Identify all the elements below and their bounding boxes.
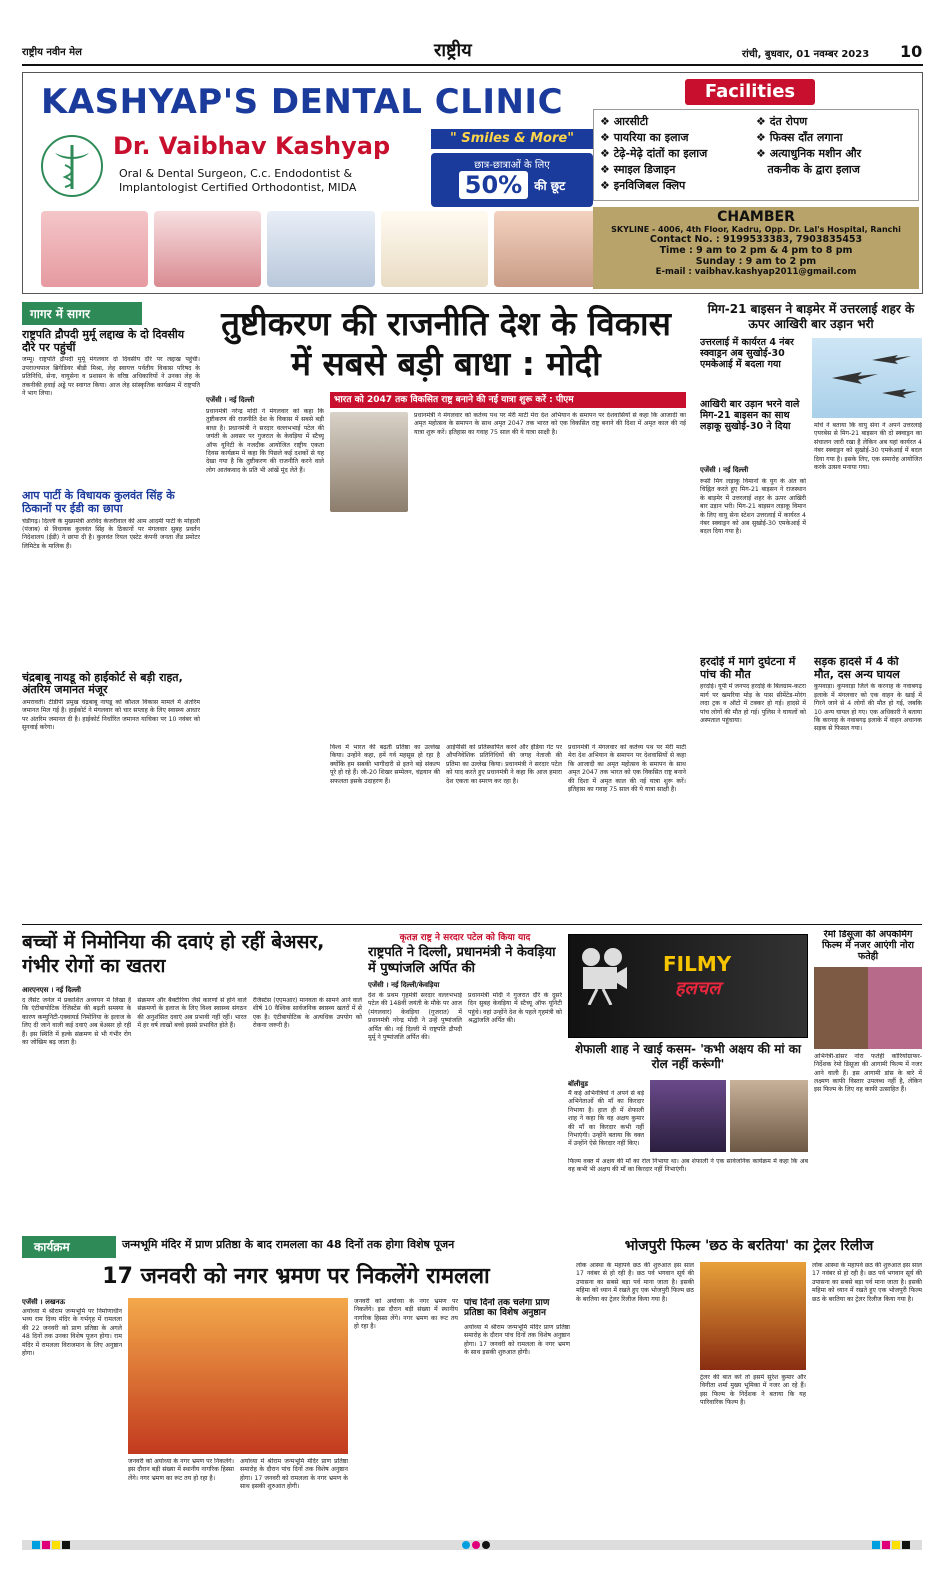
patel-col-1: देश के प्रथम गृहमंत्री सरदार वल्लभभाई पटेल की 148वीं जयंती के मौके पर आज (मंगलवार) केवड़िया (गुजरात) में प्रधानमंत्री नरेन्द्र मोदी ने उन्हें पुष्पांजलि अर्पित की। नई दिल्ली में राष्ट्रपति द्रौपदी मुर्मू ने पुष्पांजलि अर्पित की। bbox=[368, 992, 462, 1042]
facilities-left-list bbox=[600, 114, 756, 196]
clinic-name: KASHYAP'S DENTAL CLINIC bbox=[41, 82, 564, 122]
patel-headline: राष्ट्रपति ने दिल्ली, प्रधानमंत्री ने केवड़िया में पुष्पांजलि अर्पित की bbox=[368, 945, 556, 976]
doctor-credentials-2: Implantologist Certified Orthodontist, MIDA bbox=[119, 181, 357, 194]
filmy-halchal-banner bbox=[568, 934, 808, 1038]
shefali-dateline: बॉलीवुड bbox=[568, 1080, 589, 1088]
yellow-swatch bbox=[52, 1541, 60, 1549]
doctor-name: Dr. Vaibhav Kashyap bbox=[113, 132, 391, 160]
ram-col-4: जनवरी को अयोध्या के नगर भ्रमण पर निकलेंगे। इस दौरान बड़ी संख्या में स्थानीय नागरिक हिस्सा लेंगे। नगर भ्रमण का रूट तय हो रहा है। bbox=[354, 1298, 458, 1331]
offer-percent: 50% bbox=[459, 171, 528, 199]
masthead-paper-name: राष्ट्रीय नवीन मेल bbox=[22, 47, 82, 58]
cyan-swatch-right bbox=[872, 1541, 880, 1549]
ram-story bbox=[22, 1298, 570, 1532]
dentures-photo bbox=[41, 211, 148, 287]
shefali-headline: शेफाली शाह ने खाई कसम- 'कभी अक्षय की मां का रोल नहीं करूंगी' bbox=[574, 1042, 802, 1071]
brief-headline-2: आप पार्टी के विधायक कुलवंत सिंह के ठिकानों पर ईडी का छापा bbox=[22, 489, 175, 515]
ram-kicker: जन्मभूमि मंदिर में प्राण प्रतिष्ठा के बाद रामलला का 48 दिनों तक होगा विशेष पूजन bbox=[122, 1238, 455, 1251]
pneumonia-story bbox=[22, 930, 362, 1232]
nora-body: अभिनेत्री-डांसर नोरा फतेही कोरियोग्राफर-निर्देशक रेमो डिसूजा की आगामी फिल्म में नजर आने वाली हैं। इस आगामी डांस के बारे में लक्ष्मण काफी विस्तार उपलब्ध नहीं है, लेकिन इस फिल्म के लिए वह काफी उत्साहित हैं। bbox=[814, 1052, 922, 1094]
shefali-photo bbox=[650, 1080, 726, 1152]
magenta-swatch bbox=[42, 1541, 50, 1549]
ram-col-2: जनवरी को अयोध्या के नगर भ्रमण पर निकलेंगे। इस दौरान बड़ी संख्या में स्थानीय नागरिक हिस्सा लेंगे। नगर भ्रमण का रूट तय हो रहा है। bbox=[128, 1458, 234, 1482]
pneumonia-col-2: संक्रमण और बैक्टीरिया जैसे कारणों से होने वाले संक्रमणों के इलाज के लिए विश्व स्वास्थ्य संगठन की अनुशंसित दवाएं अब प्रभावी नहीं रहीं। भारत में हर वर्ष लाखों बच्चे इससे प्रभावित होते हैं। bbox=[137, 997, 247, 1030]
chamber-address: SKYLINE - 4006, 4th Floor, Kadru, Opp. Dr. Lal's Hospital, Ranchi bbox=[611, 225, 901, 234]
lead-dateline: एजेंसी । नई दिल्ली bbox=[206, 396, 255, 404]
bhojpuri-body-3: लोक आस्था के महापर्व छठ की शुरुआत इस साल 17 नवंबर से हो रही है। छठ पर्व भगवान सूर्य की उपासना का सबसे बड़ा पर्व माना जाता है। इसकी महिमा को ध्यान में रखते हुए एक भोजपुरी फिल्म छठ के बरतिया का ट्रेलर रिलीज किया गया है। bbox=[812, 1262, 922, 1303]
implant-photo bbox=[267, 211, 374, 287]
facility-item: ❖ अत्याधुनिक मशीन और bbox=[756, 147, 862, 160]
brief-body-3: अमरावती। टीडीपी प्रमुख चंद्रबाबू नायडू को कौशल विकास मामले में अंतरिम जमानत मिल गई है। हाईकोर्ट ने मंगलवार को चार सप्ताह के लिए स्वास्थ्य आधार पर अंतरिम जमानत दी है। हाईकोर्ट निर्धारित जमानत याचिका पर 10 नवंबर को सुनवाई करेगा। bbox=[22, 698, 200, 732]
film-camera-icon bbox=[577, 945, 629, 1005]
left-brief-column bbox=[22, 302, 200, 922]
facility-item: ❖ फिक्स दाँत लगाना bbox=[756, 131, 843, 144]
facilities-title: Facilities bbox=[685, 79, 815, 105]
chamber-time: Time : 9 am to 2 pm & 4 pm to 8 pm bbox=[659, 245, 853, 256]
patel-kicker: कृतज्ञ राष्ट्र ने सरदार पटेल को किया याद bbox=[399, 933, 531, 943]
chamber-box bbox=[593, 207, 919, 289]
footer-color-bar bbox=[22, 1540, 922, 1550]
filmy-logo-2: हलचल bbox=[675, 978, 721, 999]
lead-column-1: प्रधानमंत्री नरेन्द्र मोदी ने मंगलवार को कहा कि तुष्टीकरण की राजनीति देश के विकास में सबसे बड़ी बाधा है। प्रधानमंत्री ने सरदार वल्लभभाई पटेल की जयंती के अवसर पर गुजरात के केवड़िया में स्टैच्यू ऑफ यूनिटी के नजदीक आयोजित राष्ट्रीय एकता दिवस कार्यक्रम में कहा कि पिछले कई दशकों से यह देखा गया है कि तुष्टीकरण की राजनीति करने वाले लोग आतंकवाद के प्रति भी आंखें मूंद लेते हैं। bbox=[206, 408, 324, 474]
mig-body-1: रूसी मिग लड़ाकू विमानों के युग के अंत को चिह्नित करते हुए मिग-21 बाइसन ने राजस्थान के बाड़मेर में उत्तरलाई शहर के ऊपर आखिरी बार उड़ान भरी। मिग-21 बाइसन लड़ाकू विमान के लिए वायु सेना स्टेशन उत्तरलाई में कार्यरत 4 नंबर स्क्वाड्रन को अब सुखोई-30 एमकेआई में बदल दिया गया है। bbox=[700, 478, 806, 536]
patel-dateline: एजेंसी । नई दिल्ली/केवड़िया bbox=[368, 981, 440, 989]
facility-item: ❖ दंत रोपण bbox=[756, 115, 808, 128]
bhojpuri-body-2: ट्रेलर की बात करें तो इसमें सुरेश कुमार और विनीता शर्मा मुख्य भूमिका में नजर आ रहे हैं। इस फिल्म के निर्देशक ने बताया कि यह पारिवारिक फिल्म है। bbox=[700, 1374, 806, 1407]
lead-column-2: प्रधानमंत्री ने मंगलवार को कर्तव्य पथ पर मेरी माटी मेरा देश अभियान के समापन पर देशवासियों से कहा कि आजादी का अमृत महोत्सव के समापन के साथ अमृत 2047 तक भारत को एक विकसित राष्ट्र बनाने की दिशा में अमृत काल की नई यात्रा शुरू करें। इतिहास का गवाह 75 साल की ये यात्रा साक्षी है। bbox=[414, 412, 686, 436]
student-offer-badge bbox=[431, 153, 593, 207]
nora-headline: रेमो डिसूजा की अपकमिंग फिल्म में नजर आएंगी नोरा फतेही bbox=[822, 930, 914, 962]
kupwara-body: कुपवाड़ा। कुपवाड़ा जिले के करनाह के नवाबगढ़ इलाके में मंगलवार को एक वाहन के खाई में गिरने जाने से 4 लोगों की मौत हो गई, जबकि 10 अन्य घायल हो गए। एक अधिकारी ने बताया कि करनाह के नवाबगढ़ इलाके में वाहन अचानक सड़क से फिसल गया। bbox=[814, 683, 922, 733]
magenta-swatch-right bbox=[882, 1541, 890, 1549]
hardoi-body: हरदोई। यूपी में जनपद हरदोई के बिलग्राम-कटरा मार्ग पर खमरिया मोड़ के पास सीमेंटेड-मोरंग लदा ट्रक व ऑटो में टक्कर हो गई। हादसे में पांच लोगों की मौत हो गई। पुलिस ने घायलों को अस्पताल पहुंचाया। bbox=[700, 683, 806, 724]
mig-dateline: एजेंसी । नई दिल्ली bbox=[700, 466, 749, 474]
ram-dateline: एजेंसी । लखनऊ bbox=[22, 1298, 65, 1306]
hardoi-headline: हरदोई में मार्ग दुर्घटना में पांच की मौत bbox=[700, 656, 796, 681]
lead-column-4: आईपीसी को प्रतिस्थापित करने और इंडिया गेट पर औपनिवेशिक प्रतिनिधियों की जगह नेताजी की प्रतिमा का उल्लेख किया। प्रधानमंत्री ने सरदार पटेल को याद करते हुए प्रधानमंत्री ने कहा कि आज हमारा देश एकता का स्मरण कर रहा है। bbox=[446, 744, 562, 785]
facility-item: ❖ इनविजिबल क्लिप bbox=[600, 179, 686, 192]
black-swatch bbox=[62, 1541, 70, 1549]
brief-body-1: जम्मू। राष्ट्रपति द्रौपदी मुर्मू मंगलवार दो दिवसीय दौरे पर लद्दाख पहुंचीं। उपराज्यपाल ब्रिगेडियर बीडी मिश्रा, लेह स्वायत्त पर्वतीय विकास परिषद के प्रतिनिधि, सेना, वायुसेना व प्रशासन के वरिष्ठ अधिकारियों ने उनका लेह के तकनीकी हवाई अड्डे पर स्वागत किया। आज लेह सांस्कृतिक कार्यक्रम में राष्ट्रपति ने भाग लिया। bbox=[22, 356, 200, 397]
lead-column-5: प्रधानमंत्री ने मंगलवार को कर्तव्य पथ पर मेरी माटी मेरा देश अभियान के समापन पर देशवासियों से कहा कि आजादी का अमृत महोत्सव के समापन के साथ अमृत 2047 तक भारत को एक विकसित राष्ट्र बनाने की दिशा में अमृत काल की नई यात्रा शुरू करें। इतिहास का गवाह 75 साल की ये यात्रा साक्षी है। bbox=[568, 744, 686, 794]
black-swatch-right bbox=[902, 1541, 910, 1549]
masthead-rule bbox=[22, 64, 923, 66]
ram-section-label: कार्यक्रम bbox=[22, 1236, 116, 1258]
nora-remo-photo bbox=[814, 967, 922, 1049]
masthead bbox=[22, 38, 923, 68]
pneumonia-dateline: आरएनएस । नई दिल्ली bbox=[22, 986, 81, 994]
chhath-poster bbox=[700, 1262, 806, 1370]
bhojpuri-body-1: लोक आस्था के महापर्व छठ की शुरुआत इस साल 17 नवंबर से हो रही है। छठ पर्व भगवान सूर्य की उपासना का सबसे बड़ा पर्व माना जाता है। इसकी महिमा को ध्यान में रखते हुए एक भोजपुरी फिल्म छठ के बरतिया का ट्रेलर रिलीज किया गया है। bbox=[576, 1262, 694, 1303]
brief-headline-1: राष्ट्रपति द्रौपदी मुर्मू लद्दाख के दो दिवसीय दौरे पर पहुंचीं bbox=[22, 328, 185, 354]
shefali-body-1: मैं कई अभिनेत्रियों ने अपने से बड़े अभिनेताओं की माँ का किरदार निभाया है। हाल ही में शेफाली शाह ने कहा कि वह अक्षय कुमार की माँ का किरदार कभी नहीं निभाएंगी। उन्होंने बताया कि वक्त में उन्होंने ऐसे किरदार नहीं किए। bbox=[568, 1090, 644, 1148]
teeth-smile-photo bbox=[381, 211, 488, 287]
slogan: " Smiles & More" bbox=[431, 129, 593, 149]
lead-subhead: भारत को 2047 तक विकसित राष्ट्र बनाने की नई यात्रा शुरू करें : पीएम bbox=[330, 392, 686, 408]
ram-col-5: अयोध्या में श्रीराम जन्मभूमि मंदिर प्राण प्रतिष्ठा समारोह के दौरान पांच दिनों तक विशेष अनुष्ठान होगा। 17 जनवरी को रामलला के नगर भ्रमण के साथ इसकी शुरुआत होगी। bbox=[464, 1324, 570, 1357]
ram-headline: 17 जनवरी को नगर भ्रमण पर निकलेंगे रामलला bbox=[102, 1264, 490, 1289]
cyan-dot bbox=[462, 1541, 470, 1549]
masthead-section: राष्ट्रीय bbox=[434, 40, 472, 61]
modi-photo bbox=[330, 412, 408, 512]
facility-item: ❖ पायरिया का इलाज bbox=[600, 131, 689, 144]
chamber-contact: Contact No. : 9199533383, 7903835453 bbox=[649, 234, 863, 245]
dental-clinic-ad bbox=[22, 72, 923, 294]
child-checkup-photo bbox=[494, 211, 601, 287]
filmy-logo: FILMY bbox=[663, 952, 732, 976]
akshay-photo bbox=[730, 1080, 808, 1152]
ram-col-3: अयोध्या में श्रीराम जन्मभूमि मंदिर प्राण प्रतिष्ठा समारोह के दौरान पांच दिनों तक विशेष अनुष्ठान होगा। 17 जनवरी को रामलला के नगर भ्रमण के साथ इसकी शुरुआत होगी। bbox=[240, 1458, 348, 1491]
shefali-body-2: फिल्म वक्त में अक्षय की माँ का रोल निभाया था। अब शेफाली ने एक सार्वजनिक कार्यक्रम में कहा कि अब वह कभी भी अक्षय की माँ का किरदार नहीं निभाएंगी। bbox=[568, 1158, 808, 1174]
gum-model-photo bbox=[154, 211, 261, 287]
lead-story bbox=[206, 304, 686, 922]
cyan-swatch bbox=[32, 1541, 40, 1549]
masthead-date: रांची, बुधवार, 01 नवम्बर 2023 bbox=[742, 49, 870, 60]
facilities-list bbox=[593, 109, 919, 201]
pneumonia-headline: बच्चों में निमोनिया की दवाएं हो रहीं बेअसर, गंभीर रोगों का खतरा bbox=[22, 931, 325, 977]
kupwara-headline: सड़क हादसे में 4 की मौत, दस अन्य घायल bbox=[814, 656, 900, 681]
kupwara-story bbox=[814, 656, 922, 922]
yellow-swatch-right bbox=[892, 1541, 900, 1549]
section-divider bbox=[22, 924, 922, 925]
pneumonia-col-3: रेजिस्टेंस (एएमआर) मानवता के सामने आने वाले शीर्ष 10 वैश्विक सार्वजनिक स्वास्थ्य खतरों में से एक है। एंटीबायोटिक के अत्यधिक उपयोग को रोकना जरूरी है। bbox=[252, 997, 362, 1030]
ram-kicker-bar bbox=[22, 1236, 570, 1252]
mig21-story bbox=[700, 302, 922, 650]
hardoi-story bbox=[700, 656, 806, 922]
patel-story bbox=[368, 930, 562, 1232]
lead-headline: तुष्टीकरण की राजनीति देश के विकास में सबसे बड़ी बाधा : मोदी bbox=[221, 304, 671, 383]
caduceus-icon bbox=[41, 135, 103, 197]
chamber-sunday: Sunday : 9 am to 2 pm bbox=[695, 256, 817, 267]
lead-column-3: विश्व में भारत की बढ़ती प्रतिष्ठा का उल्लेख किया। उन्होंने कहा, हमें गर्व महसूस हो रहा है क्योंकि हम सबकी भागीदारी से इतने बड़े संकल्प पूरे हो रहे हैं। जी-20 शिखर सम्मेलन, चंद्रयान की सफलता इसके उदाहरण हैं। bbox=[330, 744, 440, 785]
facility-item: तकनीक के द्वारा इलाज bbox=[767, 163, 860, 176]
chamber-email: E-mail : vaibhav.kashyap2011@gmail.com bbox=[655, 267, 857, 277]
mig-headline: मिग-21 बाइसन ने बाड़मेर में उत्तरलाई शहर के ऊपर आखिरी बार उड़ान भरी bbox=[707, 302, 915, 331]
offer-suffix: की छूट bbox=[534, 178, 566, 193]
magenta-dot bbox=[472, 1541, 480, 1549]
chamber-title: CHAMBER bbox=[717, 209, 795, 225]
patel-col-2: प्रधानमंत्री मोदी ने गुजरात दौरे के दूसरे दिन सुबह केवड़िया में स्टैच्यू ऑफ यूनिटी पहुंचे। वहां उन्होंने देश के पहले गृहमंत्री को श्रद्धांजलि अर्पित की। bbox=[468, 992, 562, 1025]
section-label: गागर में सागर bbox=[22, 302, 142, 325]
mig-body-2: मोर्चे ने बताया कि वायु सेना ने अपने उत्तरलाई एयरबेस से मिग-21 बाइसन की दो स्क्वाड्रन का संचालन जारी रखा है लेकिन अब यहां कार्यरत 4 नंबर स्क्वाड्रन को सुखोई-30 एमकेआई में बदल दिया गया है। इसके लिए, एक समारोह आयोजित करके उत्सव मनाया गया। bbox=[814, 422, 922, 472]
brief-body-2: चंडीगढ़। दिल्ली के मुख्यमंत्री अरविंद केजरीवाल की आम आदमी पार्टी के मोहाली (पंजाब) से विधायक कुलवंत सिंह के ठिकानों पर मंगलवार सुबह प्रवर्तन निदेशालय (ईडी) ने छापा दी है। कुलवंत रियल एस्टेट कंपनी जनता लैंड प्रमोटर लिमिटेड के मालिक हैं। bbox=[22, 517, 200, 550]
facility-item: ❖ स्माइल डिजाइन bbox=[600, 163, 676, 176]
bhojpuri-story bbox=[576, 1238, 922, 1532]
facilities-right-list bbox=[756, 114, 912, 196]
fighter-jets-photo bbox=[812, 338, 922, 418]
facility-item: ❖ टेढ़े-मेढ़े दांतों का इलाज bbox=[600, 147, 708, 160]
ram-subhead: पांच दिनों तक चलेगा प्राण प्रतिष्ठा का विशेष अनुष्ठान bbox=[464, 1298, 550, 1319]
ramlalla-photo bbox=[128, 1298, 348, 1454]
black-dot bbox=[482, 1541, 490, 1549]
bhojpuri-headline: भोजपुरी फिल्म 'छठ के बरतिया' का ट्रेलर रिलीज bbox=[624, 1238, 874, 1254]
brief-headline-3: चंद्रबाबू नायडू को हाईकोर्ट से बड़ी राहत, अंतरिम जमानत मंजूर bbox=[22, 670, 183, 697]
mig-subhead-1: उत्तरलाई में कार्यरत 4 नंबर स्क्वाड्रन अब सुखोई-30 एमकेआई में बदला गया bbox=[700, 337, 794, 370]
shefali-story bbox=[568, 1042, 808, 1232]
pneumonia-col-1: द लैंसेट जर्नल में प्रकाशित अध्ययन में लिखा है कि एंटीबायोटिक रेजिस्टेंस की बढ़ती समस्या के कारण कम्युनिटी-एक्वायर्ड निमोनिया के इलाज के लिए दी जाने वाली कई दवाएं अब बेअसर हो रही हैं। इस स्थिति में हल्के संक्रमण से भी गंभीर रोग का जोखिम बढ़ जाता है। bbox=[22, 997, 132, 1047]
photo-strip bbox=[41, 211, 601, 287]
offer-line: छात्र-छात्राओं के लिए bbox=[474, 160, 550, 171]
nora-story bbox=[814, 930, 922, 1232]
facility-item: ❖ आरसीटी bbox=[600, 115, 649, 128]
ram-col-1: अयोध्या में श्रीराम जन्मभूमि पर निर्माणाधीन भव्य राम दिव्य मंदिर के गर्भगृह में रामलला की 22 जनवरी को प्राण प्रतिष्ठा के अगले 48 दिनों तक उनका विशेष पूजन होगा। राम मंदिर में रामलला विराजमान के लिए अनुष्ठान होगा। bbox=[22, 1308, 122, 1358]
page-number: 10 bbox=[900, 42, 923, 61]
doctor-credentials-1: Oral & Dental Surgeon, C.c. Endodontist & bbox=[119, 167, 353, 180]
mig-subhead-2: आखिरी बार उड़ान भरने वाले मिग-21 बाइसन का साथ लड़ाकू सुखोई-30 ने दिया bbox=[700, 399, 800, 432]
